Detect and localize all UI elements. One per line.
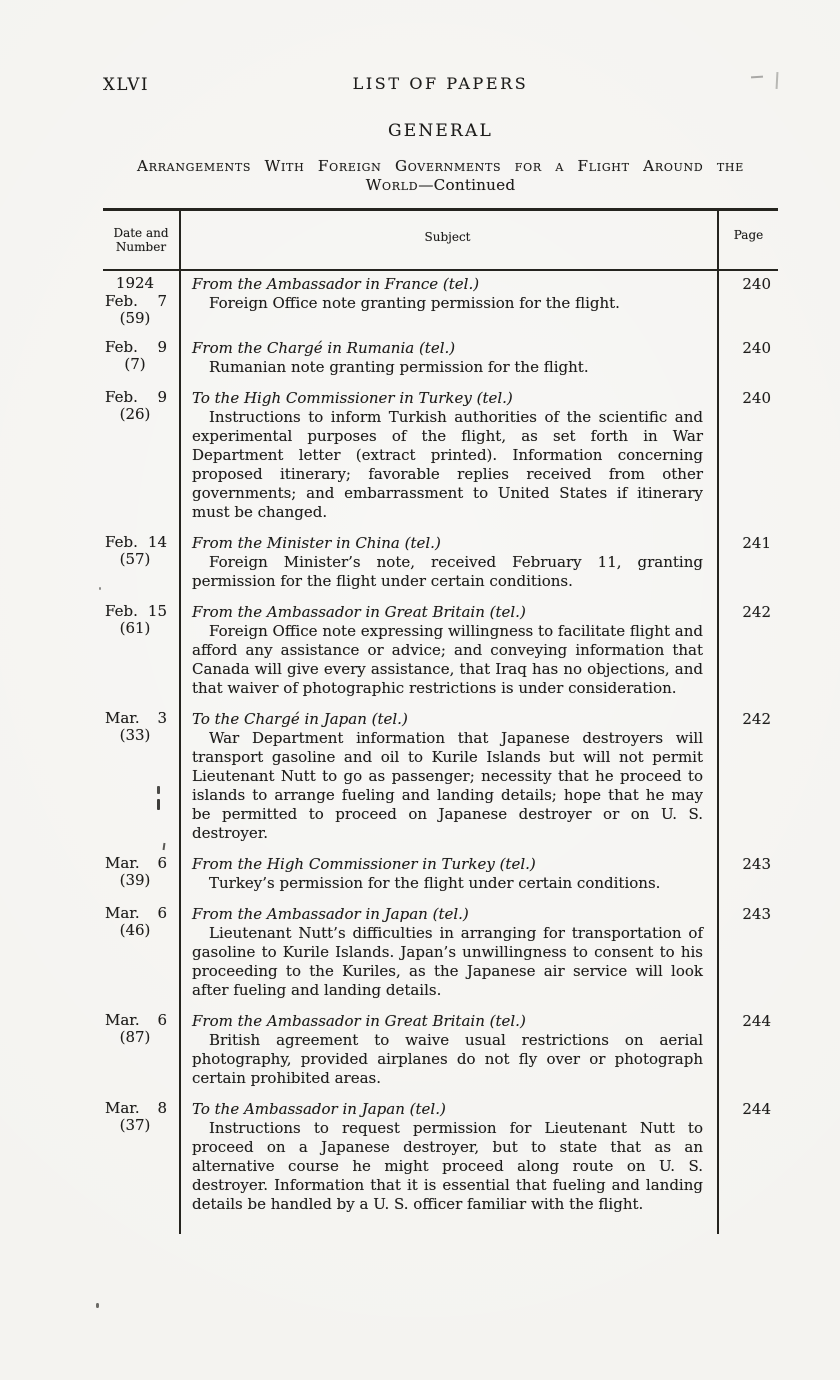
column-header-date-line1: Date and xyxy=(113,226,169,240)
table-row xyxy=(103,335,778,385)
date-month: Mar. xyxy=(105,708,140,727)
document-number: (26) xyxy=(119,405,151,423)
date-day: 15 xyxy=(147,601,167,620)
subject-heading: From the Chargé in Rumania (tel.) xyxy=(192,338,456,357)
date-cell xyxy=(103,599,179,706)
date-day: 9 xyxy=(157,337,167,356)
entry-date xyxy=(104,855,167,873)
column-header-date-line2: Number xyxy=(115,240,167,254)
scan-artifact xyxy=(99,587,101,590)
subject-heading: From the Ambassador in Great Britain (tel.) xyxy=(192,602,526,621)
date-month: Feb. xyxy=(105,291,138,310)
date-month: Mar. xyxy=(105,1098,140,1117)
table-row xyxy=(103,901,778,1008)
table-row xyxy=(103,1008,778,1096)
scan-artifact xyxy=(96,1303,99,1308)
date-cell xyxy=(103,271,179,335)
subject-cell xyxy=(179,271,719,335)
page-number-cell: 240 xyxy=(742,338,771,357)
date-cell xyxy=(103,385,179,530)
folio-number: XLVI xyxy=(103,75,150,94)
date-day: 9 xyxy=(157,387,167,406)
date-month: Feb. xyxy=(105,387,138,406)
date-cell xyxy=(103,1008,179,1096)
subject-heading: From the High Commissioner in Turkey (tel.) xyxy=(192,854,536,873)
table-row xyxy=(103,530,778,599)
table-row xyxy=(103,851,778,901)
date-month: Feb. xyxy=(105,337,138,356)
subtitle-line1: Arrangements With Foreign Governments for a Flight Around the xyxy=(137,157,744,175)
entry-date xyxy=(104,534,167,552)
subject-summary: War Department information that Japanese destroyers will transport gasoline and oil to Kurile Islands but will not permit Lieutenant Nutt to go as passenger; necessity that he proceed to islands to arrange fueling and landing details; hope that he may be permitted to proceed on Japanese destroyer or on U. S. destroyer. xyxy=(192,728,703,842)
date-month: Mar. xyxy=(105,1010,140,1029)
entry-date xyxy=(104,339,167,357)
page-number-cell: 240 xyxy=(742,275,771,293)
page-content xyxy=(103,0,778,1231)
document-number: (39) xyxy=(119,871,151,889)
entry-date xyxy=(104,1012,167,1030)
table-row xyxy=(103,1096,778,1222)
subject-summary: Turkey’s permission for the flight under certain conditions. xyxy=(209,873,661,892)
document-number: (57) xyxy=(119,550,151,568)
subject-heading: From the Ambassador in Great Britain (tel.) xyxy=(192,1011,526,1030)
date-cell xyxy=(103,851,179,901)
subject-summary: Foreign Minister’s note, received February 11, granting permission for the flight under certain conditions. xyxy=(192,552,703,590)
date-month: Mar. xyxy=(105,903,140,922)
subject-summary: Foreign Office note expressing willingness to facilitate flight and afford any assistance or advice; and conveying information that Canada will give every assistance, that Iraq has no objections, and that waiver of photographic restrictions is under consideration. xyxy=(192,621,703,697)
subject-summary: Instructions to inform Turkish authorities of the scientific and experimental purposes of the flight, as set forth in War Department letter (extract printed). Information concerning proposed itinerary; favorable replies received from other governments; and embarrassment to United States if itinerary must be changed. xyxy=(192,407,703,521)
subject-heading: From the Ambassador in Japan (tel.) xyxy=(192,904,469,923)
subject-cell xyxy=(179,385,719,530)
date-day: 7 xyxy=(157,291,167,310)
subject-heading: From the Minister in China (tel.) xyxy=(192,533,441,552)
document-number: (7) xyxy=(124,355,146,373)
column-header-page: Page xyxy=(733,228,764,242)
column-header-date-number xyxy=(103,211,179,269)
page-number-cell: 244 xyxy=(742,1011,771,1030)
subject-summary: Foreign Office note granting permission for the flight. xyxy=(209,294,620,312)
section-heading: GENERAL xyxy=(387,121,494,141)
subject-heading: To the Ambassador in Japan (tel.) xyxy=(192,1099,446,1118)
date-cell xyxy=(103,335,179,385)
column-header-subject: Subject xyxy=(179,211,719,269)
subject-heading: To the Chargé in Japan (tel.) xyxy=(192,709,408,728)
subject-cell xyxy=(179,901,719,1008)
subtitle-line2-word: World xyxy=(365,176,419,194)
subject-cell xyxy=(179,1096,719,1222)
list-of-papers-table xyxy=(103,208,778,1231)
date-day: 14 xyxy=(147,532,167,551)
page-number-cell: 242 xyxy=(742,602,771,621)
date-month: Feb. xyxy=(105,601,138,620)
subject-heading: To the High Commissioner in Turkey (tel.) xyxy=(192,388,513,407)
date-cell xyxy=(103,530,179,599)
date-cell xyxy=(103,1096,179,1222)
entry-date xyxy=(104,389,167,407)
entry-date xyxy=(104,1100,167,1118)
document-number: (61) xyxy=(119,619,151,637)
document-number: (46) xyxy=(119,921,151,939)
document-number: (87) xyxy=(119,1028,151,1046)
page-number-cell: 244 xyxy=(742,1099,771,1118)
date-month: Mar. xyxy=(105,853,140,872)
subject-cell xyxy=(179,706,719,851)
document-number: (37) xyxy=(119,1116,151,1134)
date-cell xyxy=(103,706,179,851)
subject-summary: Rumanian note granting permission for the flight. xyxy=(209,357,589,376)
page-number-cell: 243 xyxy=(742,904,771,923)
table-header-row xyxy=(103,211,778,271)
page-number-cell: 243 xyxy=(742,854,771,873)
entry-date xyxy=(104,710,167,728)
page-number-cell: 242 xyxy=(742,709,771,728)
subject-summary: British agreement to waive usual restrictions on aerial photography, provided airplanes do not fly over or photograph certain prohibited areas. xyxy=(192,1030,703,1087)
date-month: Feb. xyxy=(105,532,138,551)
table-bottom-spacer xyxy=(103,1222,778,1231)
date-day: 6 xyxy=(157,1010,167,1029)
table-row xyxy=(103,706,778,851)
subject-cell xyxy=(179,1008,719,1096)
date-day: 3 xyxy=(157,708,167,727)
running-title: LIST OF PAPERS xyxy=(352,74,529,93)
document-number: (59) xyxy=(119,309,151,327)
subtitle-continued-label: —Continued xyxy=(418,176,516,194)
scan-artifact xyxy=(157,786,160,794)
document-number: (33) xyxy=(119,726,151,744)
date-cell xyxy=(103,901,179,1008)
table-row xyxy=(103,599,778,706)
subject-heading: From the Ambassador in France (tel.) xyxy=(192,275,480,293)
page-number-cell: 241 xyxy=(742,533,771,552)
masthead xyxy=(103,74,778,94)
year-label: 1924 xyxy=(115,274,155,292)
subject-cell xyxy=(179,851,719,901)
entry-date xyxy=(104,905,167,923)
table-row xyxy=(103,385,778,530)
entry-date xyxy=(104,293,167,311)
subject-summary: Instructions to request permission for Lieutenant Nutt to proceed on a Japanese destroyer, but to state that as an alternative course he might proceed along route on U. S. destroyer. Information that it is essential that fueling and landing details be handled by a U. S. officer familiar with the flight. xyxy=(192,1118,703,1213)
scan-artifact xyxy=(776,72,779,89)
subject-cell xyxy=(179,599,719,706)
table-row xyxy=(103,271,778,335)
date-day: 6 xyxy=(157,853,167,872)
entry-date xyxy=(104,603,167,621)
date-day: 6 xyxy=(157,903,167,922)
subject-cell xyxy=(179,335,719,385)
list-subtitle xyxy=(103,157,778,195)
scan-artifact xyxy=(157,799,160,810)
subject-cell xyxy=(179,530,719,599)
page-number-cell: 240 xyxy=(742,388,771,407)
date-day: 8 xyxy=(157,1098,167,1117)
subject-summary: Lieutenant Nutt’s difficulties in arranging for transportation of gasoline to Kurile Islands. Japan’s unwillingness to consent to his proceeding to the Kuriles, as the Japanese air service will look after fueling and landing details. xyxy=(192,923,703,999)
subtitle-line2 xyxy=(103,176,778,195)
